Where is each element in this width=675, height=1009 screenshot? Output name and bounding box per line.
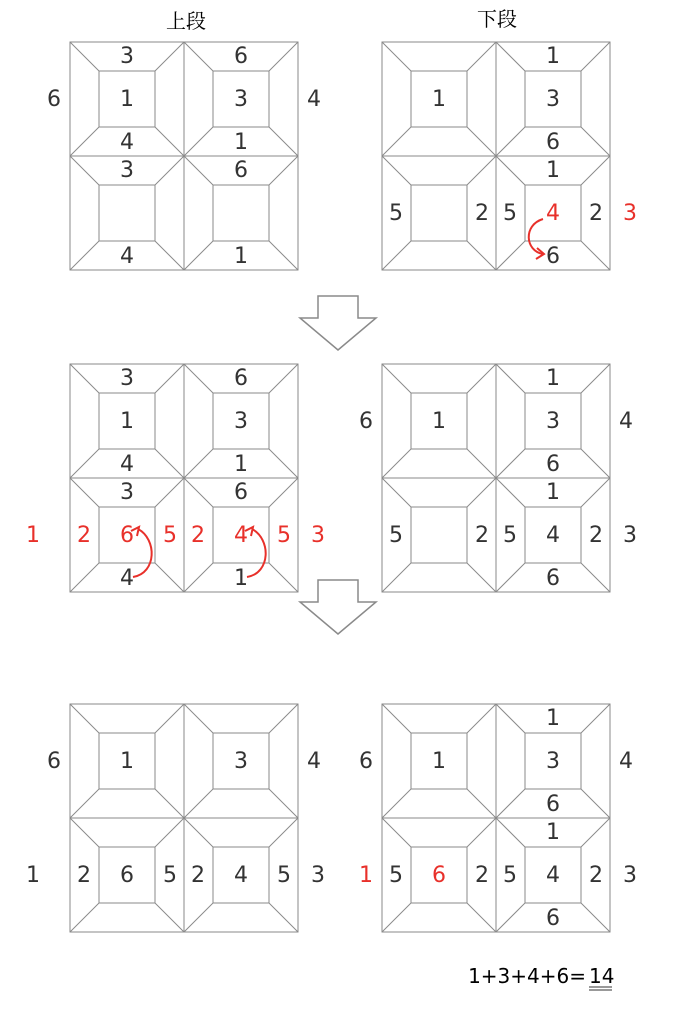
cell-1-top-label: 1: [546, 366, 560, 391]
stage-2-upper-grid: [26, 364, 325, 592]
cell-0-corner-line: [382, 127, 411, 156]
cell-3-corner-line: [184, 818, 213, 847]
cell-0-corner-line: [467, 42, 496, 71]
cell-1-corner-line: [184, 364, 213, 393]
cell-3-top-label: 1: [546, 820, 560, 845]
outer-right-top-label: 4: [307, 749, 321, 774]
cell-3-corner-line: [269, 156, 298, 185]
cell-3-corner-line: [581, 563, 610, 592]
cell-0-corner-line: [155, 364, 184, 393]
cell-1-corner-line: [269, 127, 298, 156]
cell-1-corner-line: [269, 42, 298, 71]
cell-2-corner-line: [467, 818, 496, 847]
cell-1-corner-line: [269, 364, 298, 393]
cell-3-corner-line: [184, 903, 213, 932]
cell-2-bottom-label: 4: [120, 566, 134, 591]
cell-0-corner-line: [70, 449, 99, 478]
cell-3-inner-face: [213, 185, 269, 241]
cell-1-corner-line: [269, 449, 298, 478]
cell-2-corner-line: [155, 818, 184, 847]
cell-2-corner-line: [70, 156, 99, 185]
cell-2-right-label: 5: [163, 523, 177, 548]
cell-3-corner-line: [496, 241, 525, 270]
cell-0-corner-line: [467, 364, 496, 393]
cell-3-corner-line: [269, 818, 298, 847]
cell-1-corner-line: [269, 704, 298, 733]
cell-1-center-label: 3: [546, 409, 560, 434]
cell-2-corner-line: [467, 156, 496, 185]
cell-3-center-label: 4: [234, 523, 248, 548]
stage-1-lower-grid: [382, 42, 637, 270]
cell-1-top-label: 1: [546, 706, 560, 731]
outer-left-bottom-label: 1: [26, 523, 40, 548]
cell-3-corner-line: [184, 241, 213, 270]
cell-3-center-label: 4: [546, 863, 560, 888]
cell-2-corner-line: [70, 563, 99, 592]
cell-1-corner-line: [184, 704, 213, 733]
cell-2-center-label: 6: [120, 863, 134, 888]
cell-1-corner-line: [581, 789, 610, 818]
cell-3-corner-line: [581, 903, 610, 932]
stage-2-lower-grid: [359, 364, 637, 592]
cell-0-corner-line: [382, 364, 411, 393]
down-arrow-1: [300, 296, 376, 350]
cell-3-corner-line: [496, 478, 525, 507]
cell-3-bottom-label: 1: [234, 566, 248, 591]
cell-2-corner-line: [467, 563, 496, 592]
cell-2-inner-face: [411, 507, 467, 563]
down-arrow-2: [300, 580, 376, 634]
equation-result: 14: [589, 964, 615, 988]
cell-3-top-label: 6: [234, 158, 248, 183]
cell-3-bottom-label: 6: [546, 566, 560, 591]
header-upper: 上段: [166, 9, 206, 33]
cell-3-left-label: 5: [503, 523, 517, 548]
outer-left-top-label: 6: [359, 749, 373, 774]
cell-3-left-label: 5: [503, 863, 517, 888]
cell-3-center-label: 4: [234, 863, 248, 888]
cell-3-bottom-label: 6: [546, 906, 560, 931]
cell-3-corner-line: [184, 156, 213, 185]
cell-1-top-label: 1: [546, 44, 560, 69]
cell-3-top-label: 1: [546, 158, 560, 183]
stage-1-upper-grid: [47, 42, 321, 270]
cell-2-center-label: 6: [432, 863, 446, 888]
cell-3-left-label: 2: [191, 523, 205, 548]
cell-3-corner-line: [269, 478, 298, 507]
cell-2-corner-line: [70, 241, 99, 270]
outer-left-top-label: 6: [47, 749, 61, 774]
cell-0-corner-line: [70, 127, 99, 156]
stage-3-lower-grid: [359, 704, 637, 932]
outer-right-top-label: 4: [307, 87, 321, 112]
cell-3-corner-line: [496, 903, 525, 932]
cell-0-center-label: 1: [120, 87, 134, 112]
cell-0-center-label: 1: [120, 749, 134, 774]
cell-1-corner-line: [496, 704, 525, 733]
cell-2-left-label: 5: [389, 201, 403, 226]
equation: [468, 964, 614, 990]
cell-0-corner-line: [382, 704, 411, 733]
cell-3-right-label: 2: [589, 201, 603, 226]
cell-0-corner-line: [155, 789, 184, 818]
cell-0-center-label: 1: [432, 749, 446, 774]
cell-0-top-label: 3: [120, 44, 134, 69]
rotate-arrow: [247, 529, 266, 577]
cell-1-top-label: 6: [234, 366, 248, 391]
cell-2-corner-line: [467, 478, 496, 507]
cell-1-corner-line: [496, 789, 525, 818]
cell-1-corner-line: [496, 127, 525, 156]
stage-3-upper-grid: [26, 704, 325, 932]
cell-0-corner-line: [155, 449, 184, 478]
cell-2-top-label: 3: [120, 158, 134, 183]
cell-1-corner-line: [496, 449, 525, 478]
cell-3-right-label: 2: [589, 523, 603, 548]
header-lower: 下段: [477, 7, 517, 31]
cell-2-corner-line: [155, 563, 184, 592]
outer-left-bottom-label: 1: [26, 863, 40, 888]
cell-0-corner-line: [467, 789, 496, 818]
cell-0-corner-line: [155, 42, 184, 71]
cell-3-right-label: 5: [277, 863, 291, 888]
cell-0-corner-line: [70, 42, 99, 71]
cell-1-corner-line: [184, 789, 213, 818]
cell-1-corner-line: [184, 449, 213, 478]
cell-2-right-label: 2: [475, 523, 489, 548]
cell-1-corner-line: [496, 42, 525, 71]
cell-2-corner-line: [382, 156, 411, 185]
cell-1-corner-line: [269, 789, 298, 818]
cell-3-center-label: 4: [546, 523, 560, 548]
outer-right-bottom-label: 3: [623, 863, 637, 888]
equation-expression: 1+3+4+6=: [468, 964, 586, 988]
cell-2-corner-line: [382, 903, 411, 932]
cell-3-bottom-label: 6: [546, 244, 560, 269]
cell-3-left-label: 2: [191, 863, 205, 888]
cell-0-corner-line: [70, 704, 99, 733]
cell-0-corner-line: [155, 127, 184, 156]
cell-0-top-label: 3: [120, 366, 134, 391]
cell-1-corner-line: [184, 127, 213, 156]
cell-0-bottom-label: 4: [120, 452, 134, 477]
cell-1-center-label: 3: [234, 87, 248, 112]
cell-1-corner-line: [184, 42, 213, 71]
cell-2-right-label: 2: [475, 863, 489, 888]
cell-2-bottom-label: 4: [120, 244, 134, 269]
cell-3-corner-line: [269, 241, 298, 270]
rotate-arrow: [529, 219, 543, 254]
cell-1-bottom-label: 6: [546, 130, 560, 155]
cell-3-right-label: 5: [277, 523, 291, 548]
cell-2-corner-line: [155, 156, 184, 185]
cell-2-inner-face: [411, 185, 467, 241]
cell-3-corner-line: [581, 478, 610, 507]
cell-0-corner-line: [382, 449, 411, 478]
cell-0-corner-line: [467, 449, 496, 478]
cell-1-bottom-label: 1: [234, 452, 248, 477]
cell-2-corner-line: [155, 903, 184, 932]
cell-3-corner-line: [581, 156, 610, 185]
outer-right-bottom-label: 3: [623, 523, 637, 548]
outer-right-bottom-label: 3: [311, 863, 325, 888]
cell-1-bottom-label: 1: [234, 130, 248, 155]
cell-0-center-label: 1: [432, 409, 446, 434]
cell-2-corner-line: [70, 478, 99, 507]
outer-right-bottom-label: 3: [623, 201, 637, 226]
outer-left-bottom-label: 1: [359, 863, 373, 888]
cell-2-corner-line: [382, 241, 411, 270]
outer-right-top-label: 4: [619, 409, 633, 434]
cell-2-corner-line: [155, 478, 184, 507]
outer-right-bottom-label: 3: [311, 523, 325, 548]
cell-2-corner-line: [155, 241, 184, 270]
cell-2-corner-line: [467, 241, 496, 270]
cell-1-corner-line: [581, 42, 610, 71]
cell-2-corner-line: [70, 903, 99, 932]
grids-layer: [26, 42, 637, 932]
cell-0-corner-line: [382, 42, 411, 71]
cell-0-corner-line: [467, 704, 496, 733]
outer-left-top-label: 6: [359, 409, 373, 434]
cell-3-corner-line: [581, 818, 610, 847]
cell-2-left-label: 2: [77, 523, 91, 548]
cell-1-corner-line: [581, 704, 610, 733]
cell-2-left-label: 2: [77, 863, 91, 888]
cell-1-corner-line: [581, 127, 610, 156]
cell-3-corner-line: [184, 563, 213, 592]
cell-2-corner-line: [70, 818, 99, 847]
cell-2-right-label: 5: [163, 863, 177, 888]
cell-3-top-label: 1: [546, 480, 560, 505]
cell-3-right-label: 2: [589, 863, 603, 888]
cell-2-right-label: 2: [475, 201, 489, 226]
cell-3-corner-line: [496, 563, 525, 592]
cell-3-corner-line: [269, 903, 298, 932]
cell-1-bottom-label: 6: [546, 452, 560, 477]
cell-0-corner-line: [70, 789, 99, 818]
cell-2-inner-face: [99, 185, 155, 241]
cell-2-center-label: 6: [120, 523, 134, 548]
outer-left-top-label: 6: [47, 87, 61, 112]
cell-2-left-label: 5: [389, 863, 403, 888]
cell-0-corner-line: [382, 789, 411, 818]
cell-1-corner-line: [581, 449, 610, 478]
cell-1-bottom-label: 6: [546, 792, 560, 817]
cell-0-corner-line: [70, 364, 99, 393]
down-arrows: [300, 296, 376, 634]
cell-2-corner-line: [382, 478, 411, 507]
cell-1-center-label: 3: [234, 749, 248, 774]
cell-2-corner-line: [382, 563, 411, 592]
cell-2-top-label: 3: [120, 480, 134, 505]
cell-0-center-label: 1: [432, 87, 446, 112]
cell-2-corner-line: [382, 818, 411, 847]
cell-0-center-label: 1: [120, 409, 134, 434]
cell-0-corner-line: [467, 127, 496, 156]
cell-0-corner-line: [155, 704, 184, 733]
outer-right-top-label: 4: [619, 749, 633, 774]
cell-1-corner-line: [496, 364, 525, 393]
cell-1-center-label: 3: [546, 87, 560, 112]
cell-3-corner-line: [496, 818, 525, 847]
cell-2-corner-line: [467, 903, 496, 932]
cell-3-corner-line: [496, 156, 525, 185]
cell-3-left-label: 5: [503, 201, 517, 226]
rotate-arrow: [133, 529, 152, 577]
cell-3-top-label: 6: [234, 480, 248, 505]
cell-3-corner-line: [184, 478, 213, 507]
cell-3-bottom-label: 1: [234, 244, 248, 269]
cell-2-left-label: 5: [389, 523, 403, 548]
cell-3-corner-line: [269, 563, 298, 592]
cell-1-center-label: 3: [234, 409, 248, 434]
cell-1-center-label: 3: [546, 749, 560, 774]
cell-1-corner-line: [581, 364, 610, 393]
cell-0-bottom-label: 4: [120, 130, 134, 155]
cell-3-center-label: 4: [546, 201, 560, 226]
cell-3-corner-line: [581, 241, 610, 270]
cell-1-top-label: 6: [234, 44, 248, 69]
